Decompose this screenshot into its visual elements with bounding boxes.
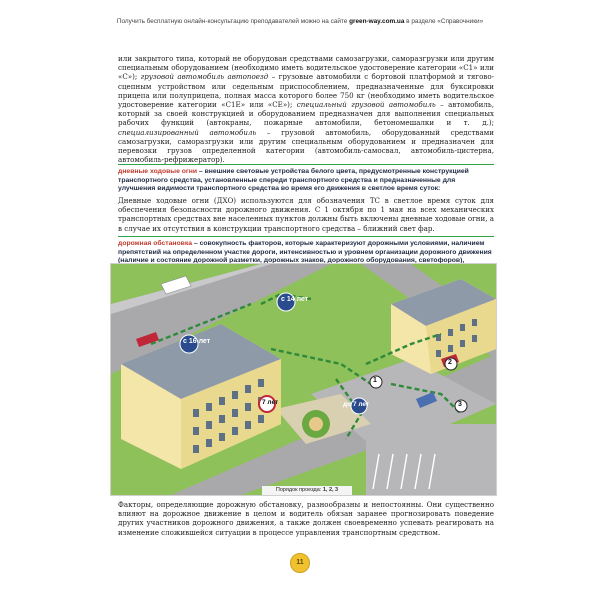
intro-text-1: или закрытого типа, который не оборудован средствами самозагрузки, саморазгрузки или другим специальным оборудованием (необходимо иметь водительское удостоверение категории «С1» или «С»); [118,54,494,82]
age-label-7: 7 лет [262,399,279,406]
drl-definition-text: – внешние световые устройства белого цвета, предусмотренные конструкцией транспортного средства, установленные спереди транспортного средства и предназначенные для улучшения видимости транспортного средства во время его движения в светлое время суток: [118,168,469,193]
caption-prefix: Порядок проезда: [275,487,323,493]
age-label-under-7: до 7 лет [343,401,370,408]
section-divider [118,236,494,237]
drl-definition [118,168,494,194]
term-road-train: грузовой автомобиль автопоезд [140,72,269,82]
caption-order: 1, 2, 3 [322,487,339,493]
drl-body: Дневные ходовые огни (ДХО) используются для обозначения ТС в светлое время суток для обеспечения безопасности дорожного движения. С 1 октября по 1 мая на всех механических транспортных средствах вне населенных пунктов должны быть включены дневные ходовые огни, а в случае их отсутствия в конструкции транспортного средства – ближний свет фар. [118,196,494,233]
intro-text-2: – грузовые автомобили с бортовой платформой и тягово-сцепным устройством или седельным приспособлением, предназначенные для буксировки прицепа или полуприцепа, полная масса которого более 750 кг (необходимо иметь водительское удостоверение категории «С1Е» или «СЕ»); [118,72,495,110]
term-special-truck: специальный грузовой автомобиль [296,100,436,110]
order-marker-1: 1 [373,377,377,384]
road-definition-text: – совокупность факторов, которые характеризуют дорожными условиями, наличием препятствий на определенном участке дороги, интенсивностью и уровнем организации дорожного движения (наличие и состояние дорожной разметки, дорожных знаков, дорожного оборудования, светофоров), [118,240,492,265]
header-suffix: в разделе «Справочники» [404,18,484,25]
section-divider [118,164,494,165]
drl-term: дневные ходовые огни [118,168,198,175]
term-specialized-vehicle: специализированный автомобиль [118,127,257,137]
illustration-caption [262,486,352,495]
order-marker-3: 3 [458,401,462,408]
road-term: дорожная обстановка [118,240,193,247]
footer-paragraph: Факторы, определяющие дорожную обстановку, разнообразны и непостоянны. Они существенно влияют на дорожное движение в целом и водитель обязан заранее прогнозировать поведение других участников дорожного движения, а также должен своевременно успевать реагировать на изменение сложившейся ситуации в процессе управления транспортным средством. [118,500,494,537]
road-situation-illustration [110,263,497,496]
intro-paragraph [118,54,494,164]
intro-text-3: – автомобиль, который за своей конструкцией и оборудованием предназначен для выполнения специальных рабочих функций (автокраны, пожарные автомобили, бетономешалки и т. д.); [118,100,494,128]
header-site-link[interactable]: green-way.com.ua [349,18,405,25]
age-label-16: с 16 лет [183,338,211,345]
header-prefix: Получить бесплатную онлайн-консультацию преподавателей можно на сайте [116,18,350,25]
page-number-badge: 11 [290,553,310,573]
order-marker-2: 2 [448,359,452,366]
intro-text-4: – грузовой автомобиль, оборудованный средствами самозагрузки, саморазгрузки или другим специальным оборудованием и предназначен для перевозки грузов определенной категории (автомобиль-самосвал, автомобиль-цистерна, автомобиль-рефрижератор). [118,127,494,165]
age-label-14: с 14 лет [281,296,309,303]
page-header [70,16,530,28]
